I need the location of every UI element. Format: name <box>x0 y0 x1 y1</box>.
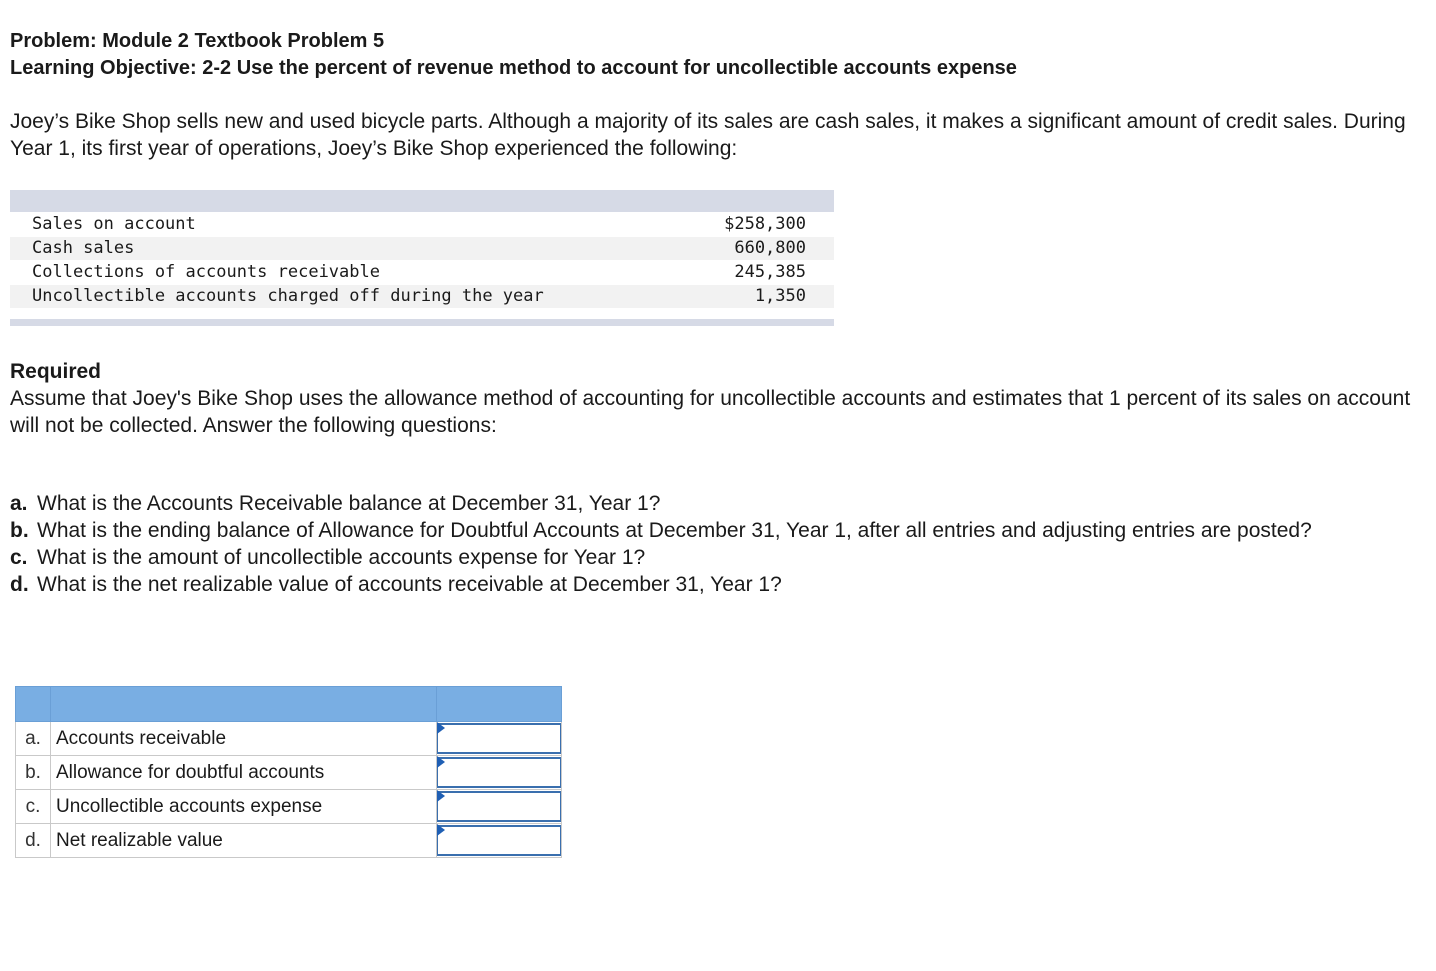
question-item <box>10 544 1410 571</box>
transactions-row-label: Uncollectible accounts charged off during the year <box>32 286 544 306</box>
input-flag-icon <box>437 756 445 768</box>
answer-row-letter: d. <box>16 824 51 858</box>
transactions-row-value: $258,300 <box>724 214 806 234</box>
required-text: Assume that Joey's Bike Shop uses the allowance method of accounting for uncollectible accounts and estimates that 1 percent of its sales on account will not be collected. Answer the following questions: <box>10 387 1411 437</box>
problem-title: Problem: Module 2 Textbook Problem 5 <box>10 30 385 52</box>
answer-table-header <box>16 687 562 722</box>
answer-row-letter: a. <box>16 722 51 756</box>
answer-cell <box>437 824 562 858</box>
transactions-row-value: 660,800 <box>734 238 806 258</box>
answer-row-label: Accounts receivable <box>51 722 437 756</box>
transactions-row-label: Sales on account <box>32 214 196 234</box>
transactions-table <box>10 190 834 326</box>
transactions-row <box>10 237 834 261</box>
transactions-table-top-band <box>10 190 834 212</box>
answer-input-allowance[interactable] <box>437 757 561 788</box>
transactions-row <box>10 213 834 237</box>
transactions-row <box>10 261 834 285</box>
question-text: What is the Accounts Receivable balance at December 31, Year 1? <box>37 492 661 515</box>
answer-input-net-realizable-value[interactable] <box>437 825 561 856</box>
answer-row <box>16 756 562 790</box>
required-title: Required <box>10 360 102 383</box>
answer-row <box>16 824 562 858</box>
question-letter: b. <box>10 519 29 542</box>
answer-input-uncollectible-expense[interactable] <box>437 791 561 822</box>
transactions-row-value: 1,350 <box>754 286 806 306</box>
question-text: What is the amount of uncollectible accounts expense for Year 1? <box>37 546 646 569</box>
answer-cell <box>437 722 562 756</box>
input-flag-icon <box>437 790 445 802</box>
problem-intro: Joey’s Bike Shop sells new and used bicycle parts. Although a majority of its sales are cash sales, it makes a significant amount of credit sales. During Year 1, its first year of operations, Joey’s Bike Shop experienced the following: <box>10 110 1406 160</box>
answer-input-accounts-receivable[interactable] <box>437 723 561 754</box>
question-letter: c. <box>10 546 28 569</box>
transactions-row-label: Cash sales <box>32 238 135 258</box>
transactions-table-bottom-band <box>10 319 834 326</box>
question-letter: a. <box>10 492 28 515</box>
input-flag-icon <box>437 824 445 836</box>
question-item <box>10 490 1410 517</box>
answer-row-label: Uncollectible accounts expense <box>51 790 437 824</box>
answer-row <box>16 722 562 756</box>
answer-row-label: Net realizable value <box>51 824 437 858</box>
questions-list <box>10 490 1410 598</box>
problem-header <box>10 28 1017 82</box>
question-item <box>10 571 1410 598</box>
header-cell-value <box>437 687 562 722</box>
learning-objective: Learning Objective: 2-2 Use the percent of revenue method to account for uncollectible accounts expense <box>10 57 1017 79</box>
transactions-row-value: 245,385 <box>734 262 806 282</box>
question-text: What is the net realizable value of accounts receivable at December 31, Year 1? <box>37 573 782 596</box>
answer-row <box>16 790 562 824</box>
input-flag-icon <box>437 722 445 734</box>
answer-row-letter: c. <box>16 790 51 824</box>
question-item <box>10 517 1410 544</box>
transactions-row <box>10 285 834 309</box>
question-letter: d. <box>10 573 29 596</box>
question-text: What is the ending balance of Allowance for Doubtful Accounts at December 31, Year 1, after all entries and adjusting entries are posted? <box>37 519 1312 542</box>
answer-cell <box>437 790 562 824</box>
answer-table <box>15 686 562 858</box>
answer-row-label: Allowance for doubtful accounts <box>51 756 437 790</box>
header-cell-label <box>51 687 437 722</box>
transactions-row-label: Collections of accounts receivable <box>32 262 380 282</box>
header-cell-letter <box>16 687 51 722</box>
answer-cell <box>437 756 562 790</box>
answer-row-letter: b. <box>16 756 51 790</box>
required-section <box>10 358 1420 439</box>
